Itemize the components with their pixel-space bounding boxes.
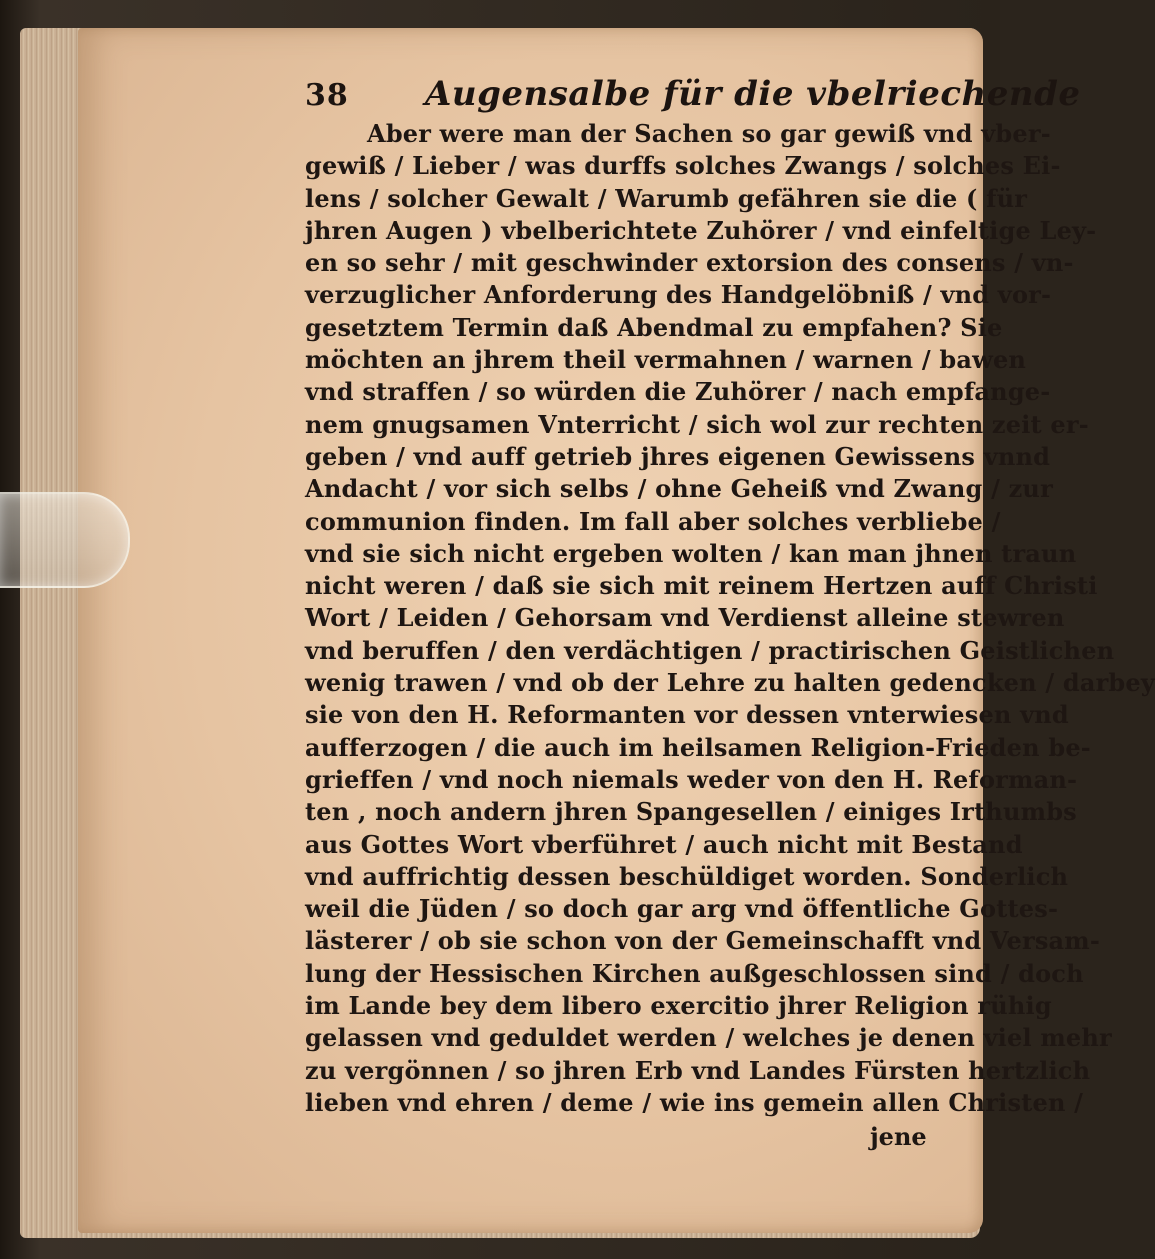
- text-line: en so sehr / mit geschwinder extorsion des consens / vn-: [305, 248, 1074, 278]
- text-line: gewiß / Lieber / was durffs solches Zwangs / solches Ei-: [305, 151, 1061, 181]
- text-line: Aber were man der Sachen so gar gewiß vnd vber-: [367, 119, 1051, 148]
- body-text: [305, 118, 1155, 1119]
- text-line: zu vergönnen / so jhren Erb vnd Landes Fürsten hertzlich: [305, 1055, 1091, 1085]
- text-line: im Lande bey dem libero exercitio jhrer Religion rühig: [305, 991, 1052, 1021]
- catchword: jene: [870, 1122, 927, 1151]
- text-line: nicht weren / daß sie sich mit reinem Hertzen auff Christi: [305, 571, 1098, 601]
- text-line: vnd straffen / so würden die Zuhörer / nach empfange-: [305, 377, 1051, 407]
- text-line: lens / solcher Gewalt / Warumb gefähren sie die ( für: [305, 183, 1028, 213]
- text-line: Andacht / vor sich selbs / ohne Geheiß vnd Zwang / zur: [305, 474, 1053, 504]
- text-line: gelassen vnd geduldet werden / welches je denen viel mehr: [305, 1023, 1112, 1053]
- text-line: vnd sie sich nicht ergeben wolten / kan man jhnen traun: [305, 538, 1077, 568]
- text-line: wenig trawen / vnd ob der Lehre zu halten gedencken / darbey: [305, 668, 1155, 698]
- page-header: [305, 70, 1081, 120]
- text-line: lästerer / ob sie schon von der Gemeinschafft vnd Versam-: [305, 926, 1101, 956]
- text-line: verzuglicher Anforderung des Handgelöbniß / vnd vor-: [305, 280, 1052, 310]
- text-line: möchten an jhrem theil vermahnen / warnen / bawen: [305, 345, 1027, 375]
- text-line: nem gnugsamen Vnterricht / sich wol zur rechten zeit er-: [305, 409, 1089, 439]
- text-line: Wort / Leiden / Gehorsam vnd Verdienst alleine stewren: [305, 603, 1065, 633]
- text-line: ten , noch andern jhren Spangesellen / einiges Irthumbs: [305, 797, 1077, 827]
- text-line: lung der Hessischen Kirchen außgeschlossen sind / doch: [305, 958, 1084, 988]
- page-clip: [0, 492, 130, 588]
- text-line: weil die Jüden / so doch gar arg vnd öffentliche Gottes-: [305, 894, 1059, 924]
- text-line: communion finden. Im fall aber solches verbliebe /: [305, 506, 1001, 536]
- text-line: aufferzogen / die auch im heilsamen Religion-Frieden be-: [305, 732, 1091, 762]
- page-number: 38: [305, 78, 349, 113]
- text-line: vnd auffrichtig dessen beschüldiget worden. Sonderlich: [305, 861, 1069, 891]
- text-line: vnd beruffen / den verdächtigen / practirischen Geistlichen: [305, 635, 1115, 665]
- text-line: grieffen / vnd noch niemals weder von den H. Reforman-: [305, 764, 1078, 794]
- text-line: jhren Augen ) vbelberichtete Zuhörer / vnd einfeltige Ley-: [305, 215, 1097, 245]
- text-line: gesetztem Termin daß Abendmal zu empfahen? Sie: [305, 312, 1003, 342]
- text-line: aus Gottes Wort vberführet / auch nicht mit Bestand: [305, 829, 1023, 859]
- text-line: sie von den H. Reformanten vor dessen vnterwiesen vnd: [305, 700, 1069, 730]
- running-title: Augensalbe für die vbelriechende: [425, 74, 1081, 114]
- text-line: lieben vnd ehren / deme / wie ins gemein allen Christen /: [305, 1087, 1084, 1117]
- text-line: geben / vnd auff getrieb jhres eigenen Gewissens vnnd: [305, 441, 1051, 471]
